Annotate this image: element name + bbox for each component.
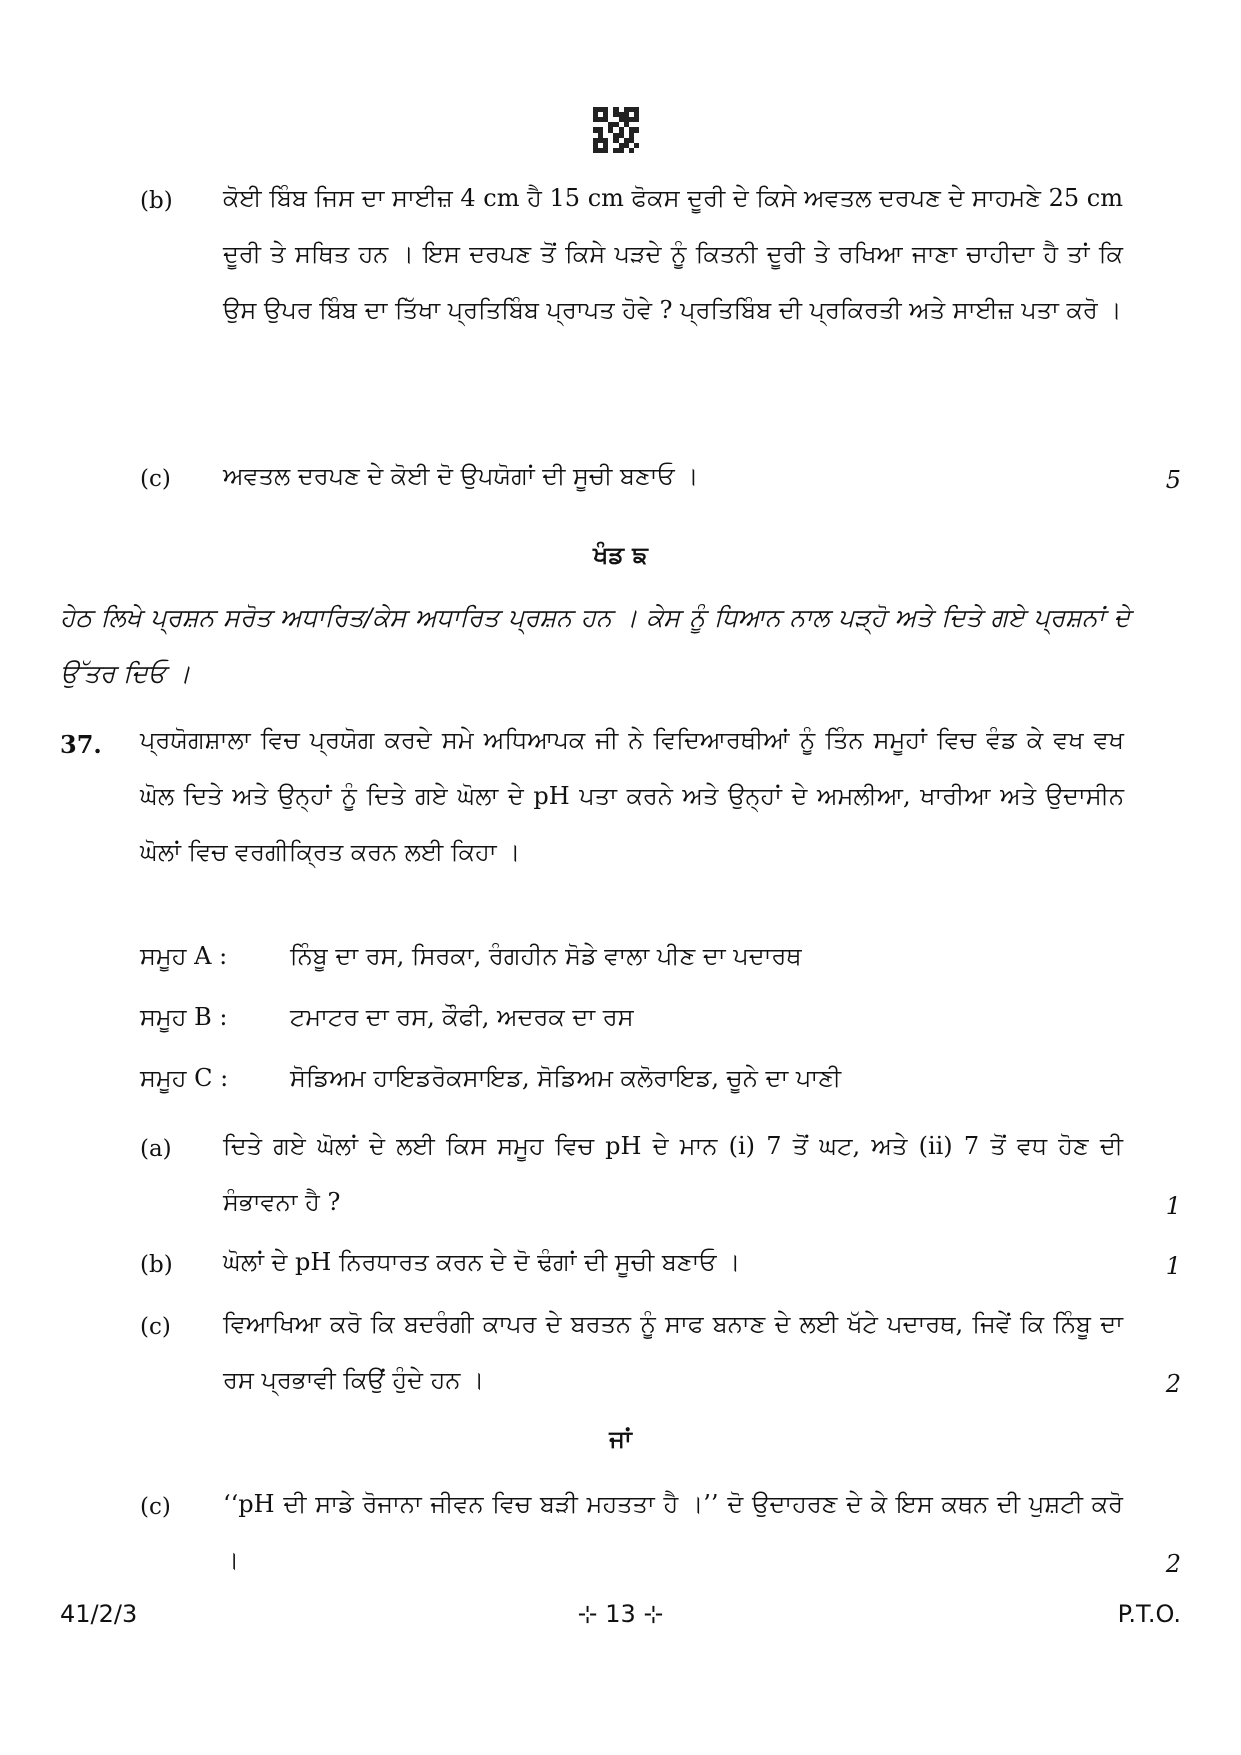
part-c-text: ਅਵਤਲ ਦਰਪਣ ਦੇ ਕੋਈ ਦੋ ਉਪਯੋਗਾਂ ਦੀ ਸੂਚੀ ਬਣਾਓ । [223,462,699,490]
q37-c-alt-text: ‘‘pH ਦੀ ਸਾਡੇ ਰੋਜਾਨਾ ਜੀਵਨ ਵਿਚ ਬੜੀ ਮਹਤਤਾ ਹੈ ।’’ ਦੋ ਉਦਾਹਰਣ ਦੇ ਕੇ ਇਸ ਕਥਨ ਦੀ ਪੁਸ਼ਟੀ ਕਰੋ । [223,1490,1123,1574]
group-c-label: ਸਮੂਹ C : [140,1064,229,1092]
question-text: ਪ੍ਰਯੋਗਸ਼ਾਲਾ ਵਿਚ ਪ੍ਰਯੋਗ ਕਰਦੇ ਸਮੇ ਅਧਿਆਪਕ ਜੀ ਨੇ ਵਿਦਿਆਰਥੀਆਂ ਨੂੰ ਤਿੰਨ ਸਮੂਹਾਂ ਵਿਚ ਵੰਡ ਕੇ ਵਖ ਵਖ ਘੋਲ ਦਿਤੇ ਅਤੇ ਉਨ੍ਹਾਂ ਨੂੰ ਦਿਤੇ ਗਏ ਘੋਲਾ ਦੇ pH ਪਤਾ ਕਰਨੇ ਅਤੇ ਉਨ੍ਹਾਂ ਦੇ ਅਮਲੀਆ, ਖਾਰੀਆ ਅਤੇ ਉਦਾਸੀਨ ਘੋਲਾਂ ਵਿਚ ਵਰਗੀਕ੍ਰਿਤ ਕਰਨ ਲਈ ਕਿਹਾ । [140,726,1124,866]
please-turn-over: P.T.O. [1117,1600,1181,1628]
q37-b-marks: 1 [1165,1252,1181,1280]
part-c-label: (c) [140,466,171,492]
q37-c-marks: 2 [1165,1370,1181,1398]
q37-c-alt-marks: 2 [1165,1550,1181,1578]
group-a-label: ਸਮੂਹ A : [140,942,228,970]
q37-c-text: ਵਿਆਖਿਆ ਕਰੋ ਕਿ ਬਦਰੰਗੀ ਕਾਪਰ ਦੇ ਬਰਤਨ ਨੂੰ ਸਾਫ ਬਨਾਣ ਦੇ ਲਈ ਖੱਟੇ ਪਦਾਰਥ, ਜਿਵੇਂ ਕਿ ਨਿੰਬੂ ਦਾ ਰਸ ਪ੍ਰਭਾਵੀ ਕਿਉਂ ਹੁੰਦੇ ਹਨ । [223,1310,1123,1394]
group-b-row [140,1003,634,1031]
section-instructions: ਹੇਠ ਲਿਖੇ ਪ੍ਰਸ਼ਨ ਸਰੋਤ ਅਧਾਰਿਤ/ਕੇਸ ਅਧਾਰਿਤ ਪ੍ਰਸ਼ਨ ਹਨ । ਕੇਸ ਨੂੰ ਧਿਆਨ ਨਾਲ ਪੜ੍ਹੋ ਅਤੇ ਦਿਤੇ ਗਏ ਪ੍ਰਸ਼ਨਾਂ ਦੇ ਉੱਤਰ ਦਿਓ । [60,603,1130,688]
q37-b-text: ਘੋਲਾਂ ਦੇ pH ਨਿਰਧਾਰਤ ਕਰਨ ਦੇ ਦੋ ਢੰਗਾਂ ਦੀ ਸੂਚੀ ਬਣਾਓ । [223,1248,741,1276]
group-b-items: ਟਮਾਟਰ ਦਾ ਰਸ, ਕੌਫੀ, ਅਦਰਕ ਦਾ ਰਸ [290,1003,634,1031]
group-b-label: ਸਮੂਹ B : [140,1003,228,1031]
part-c-marks: 5 [1165,466,1181,494]
q37-c-label: (c) [140,1314,171,1340]
q37-c-alt-label: (c) [140,1494,171,1520]
q37-a-label: (a) [140,1136,172,1162]
q37-a-text: ਦਿਤੇ ਗਏ ਘੋਲਾਂ ਦੇ ਲਈ ਕਿਸ ਸਮੂਹ ਵਿਚ pH ਦੇ ਮਾਨ (i) 7 ਤੋਂ ਘਟ, ਅਤੇ (ii) 7 ਤੋਂ ਵਧ ਹੋਣ ਦੀ ਸੰਭਾਵਨਾ ਹੈ ? [223,1132,1123,1216]
qr-code-icon [593,107,639,153]
group-c-items: ਸੋਡਿਅਮ ਹਾਇਡਰੋਕਸਾਇਡ, ਸੋਡਿਅਮ ਕਲੋਰਾਇਡ, ਚੂਨੇ ਦਾ ਪਾਣੀ [290,1064,842,1092]
paper-code: 41/2/3 [60,1600,138,1628]
group-a-row [140,942,802,970]
question-number: 37. [60,730,102,759]
group-c-row [140,1064,841,1092]
group-a-items: ਨਿੰਬੂ ਦਾ ਰਸ, ਸਿਰਕਾ, ਰੰਗਹੀਨ ਸੋਡੇ ਵਾਲਾ ਪੀਣ ਦਾ ਪਦਾਰਥ [290,942,802,970]
q37-b-label: (b) [140,1252,173,1278]
page-number: ⊹ 13 ⊹ [577,1600,664,1628]
section-heading: ਖੰਡ ਙ [593,540,648,569]
part-b-text: ਕੋਈ ਬਿੰਬ ਜਿਸ ਦਾ ਸਾਈਜ਼ 4 cm ਹੈ 15 cm ਫੋਕਸ ਦੂਰੀ ਦੇ ਕਿਸੇ ਅਵਤਲ ਦਰਪਣ ਦੇ ਸਾਹਮਣੇ 25 cm ਦੂਰੀ ਤੇ ਸਥਿਤ ਹਨ । ਇਸ ਦਰਪਣ ਤੋਂ ਕਿਸੇ ਪੜਦੇ ਨੂੰ ਕਿਤਨੀ ਦੂਰੀ ਤੇ ਰਖਿਆ ਜਾਣਾ ਚਾਹੀਦਾ ਹੈ ਤਾਂ ਕਿ ਉਸ ਉਪਰ ਬਿੰਬ ਦਾ ਤਿੱਖਾ ਪ੍ਰਤਿਬਿੰਬ ਪ੍ਰਾਪਤ ਹੋਵੇ ? ਪ੍ਰਤਿਬਿੰਬ ਦੀ ਪ੍ਰਕਿਰਤੀ ਅਤੇ ਸਾਈਜ਼ ਪਤਾ ਕਰੋ । [223,184,1123,324]
part-b-label: (b) [140,188,173,214]
or-separator: ਜਾਂ [609,1424,632,1453]
q37-a-marks: 1 [1165,1192,1181,1220]
